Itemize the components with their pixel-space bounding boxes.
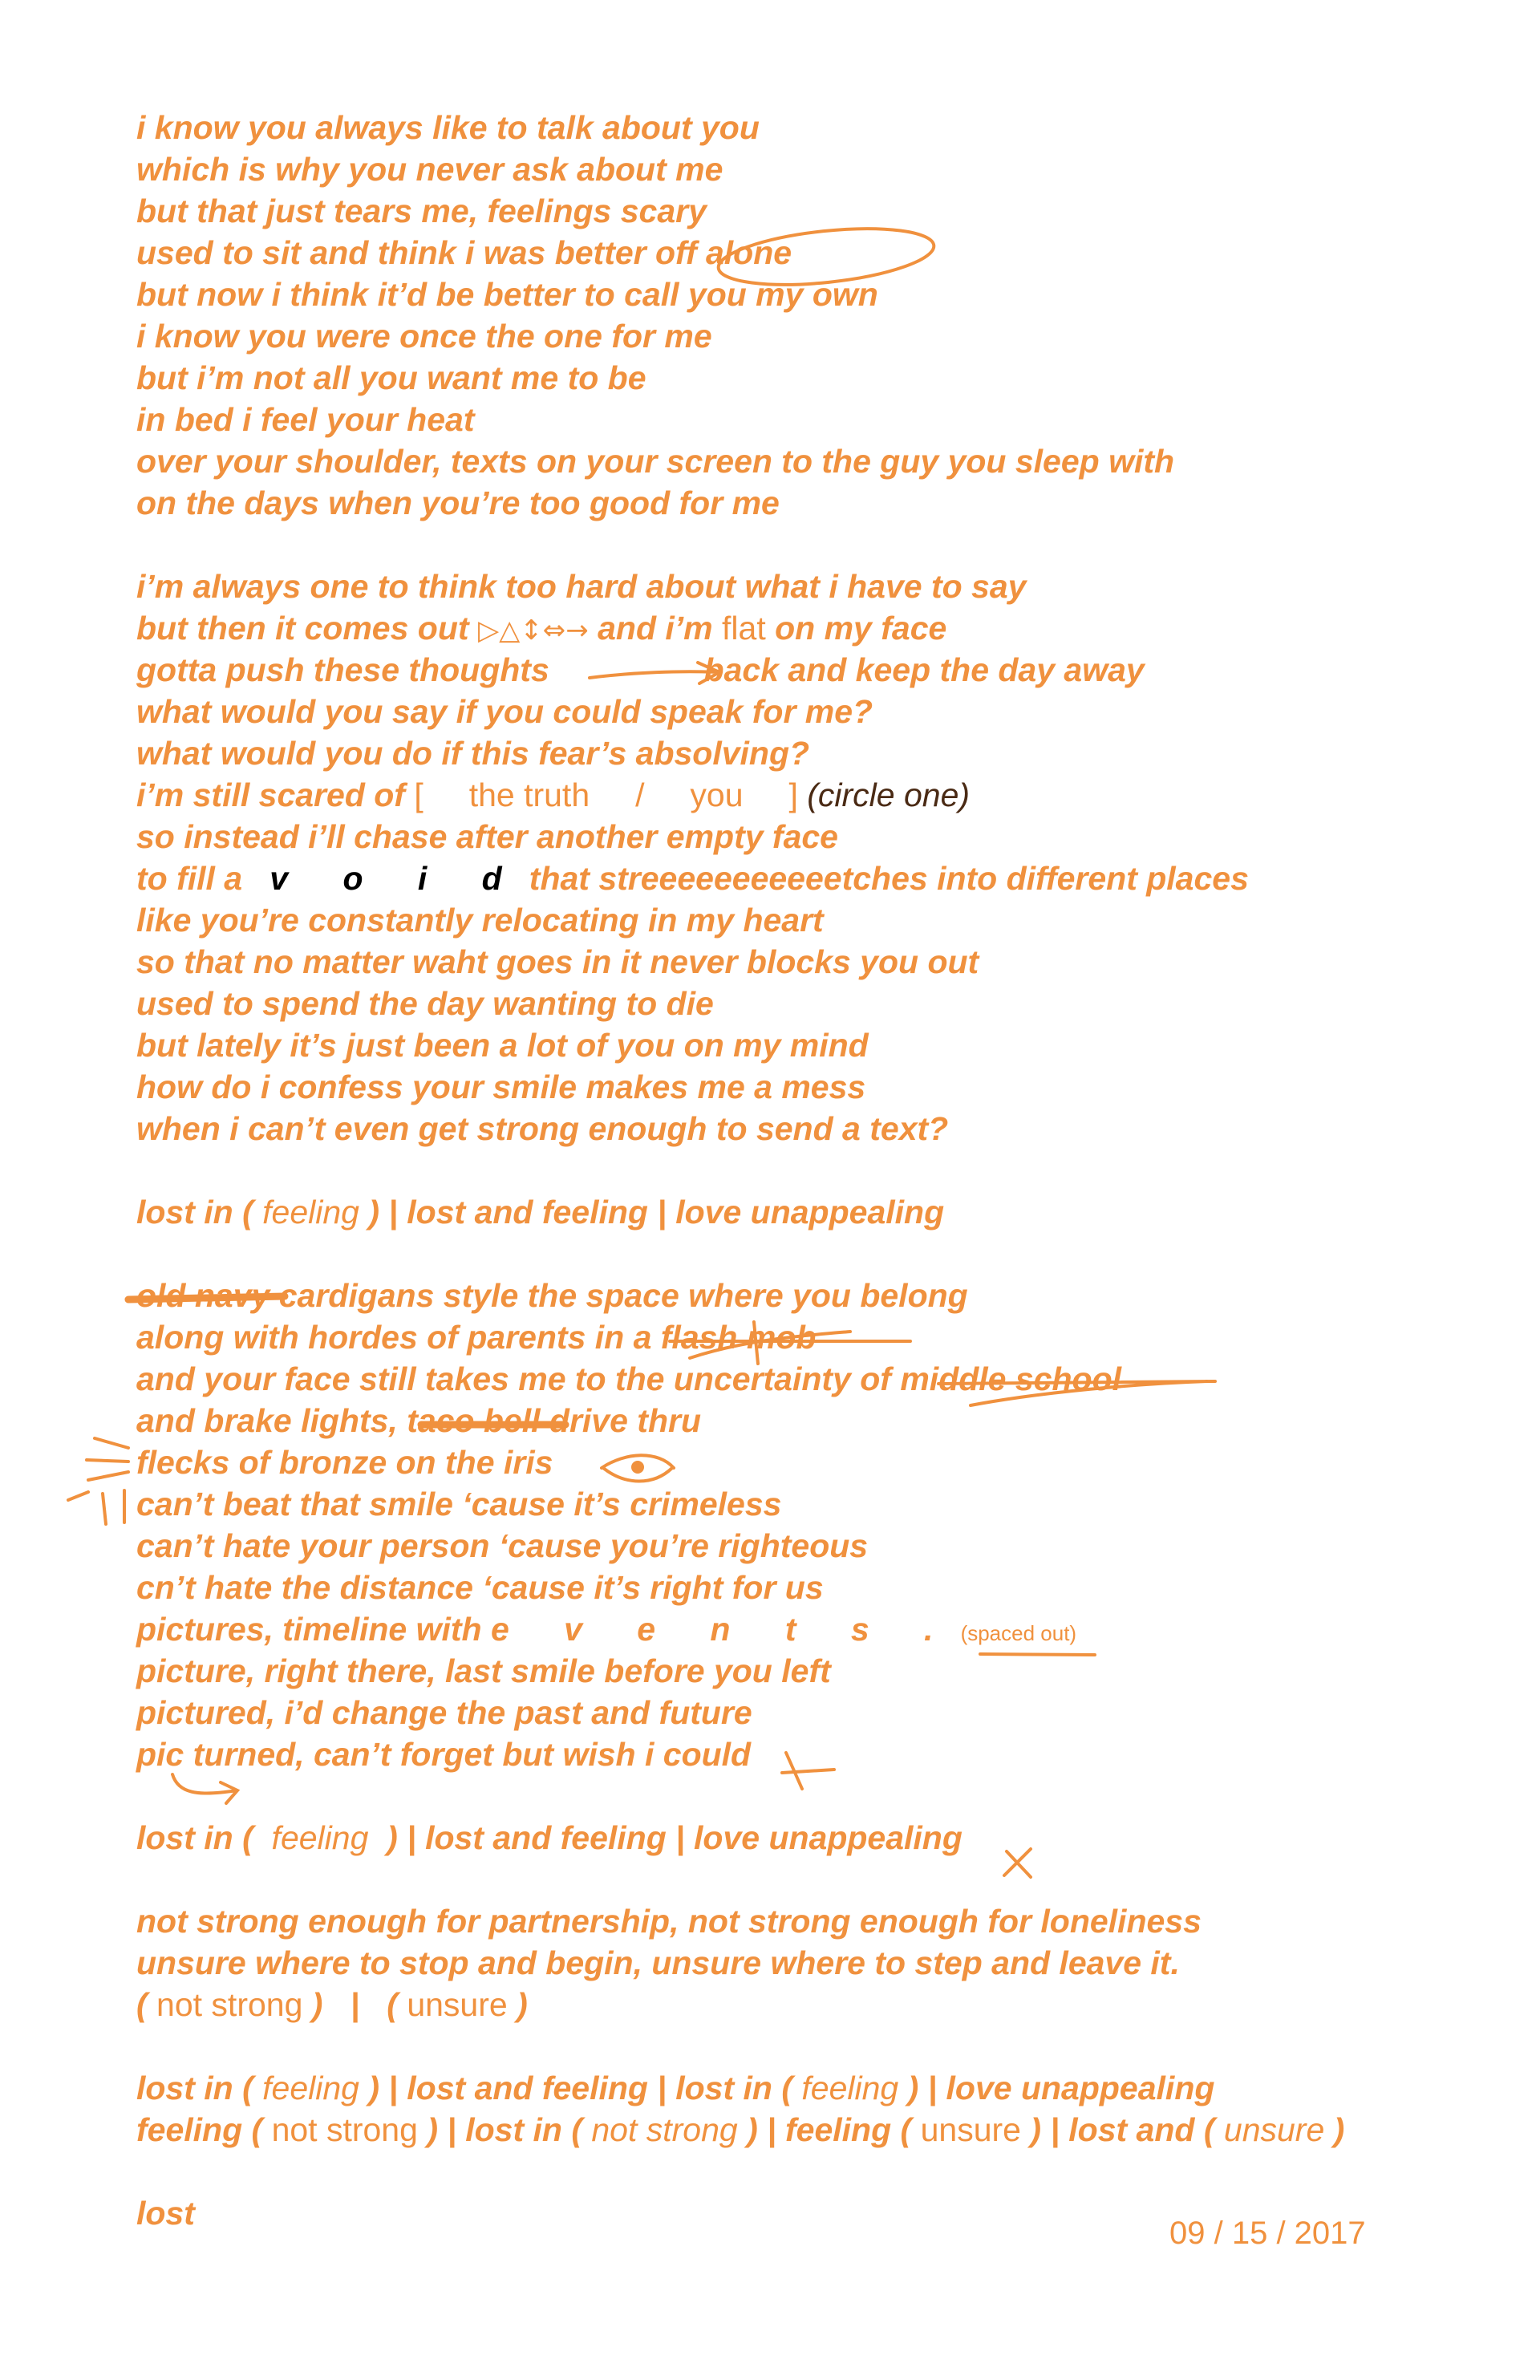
poem-line: flecks of bronze on the iris — [136, 1444, 553, 1481]
line-segment: ) | lost in ( — [417, 2111, 592, 2148]
poem-body — [136, 107, 1500, 2234]
unsure-word: unsure — [1223, 2111, 1325, 2148]
circle-one-note: (circle one) — [797, 776, 971, 813]
line-segment: but then it comes out — [136, 610, 478, 647]
poem-line: pictured, i’d change the past and future — [136, 1694, 752, 1731]
refrain-line — [136, 1191, 1500, 1233]
flat-word: flat — [722, 610, 766, 647]
not-strong-word: not strong — [591, 2111, 738, 2148]
line-segment: pictures, timeline with — [136, 1611, 491, 1648]
poem-line: when i can’t even get strong enough to send a text? — [136, 1110, 949, 1147]
unsure-word: unsure — [920, 2111, 1021, 2148]
poem-line: which is why you never ask about me — [136, 151, 723, 188]
sparkle-lines-icon — [68, 1438, 128, 1524]
poem-line: i know you always like to talk about you — [136, 109, 760, 146]
line-segment: lost in ( — [136, 1819, 272, 1856]
poem-line: in bed i feel your heat — [136, 401, 475, 438]
poem-line: cn’t hate the distance ‘cause it’s right for us — [136, 1569, 824, 1606]
poem-line: used to spend the day wanting to die — [136, 985, 714, 1022]
feeling-word: feeling — [801, 2070, 899, 2106]
line-segment: i’m still scared of — [136, 776, 415, 813]
line-segment: ) — [1324, 2111, 1345, 2148]
line-segment: ) — [507, 1986, 528, 2023]
stanza-gap — [136, 1233, 1500, 1275]
poem-line: but lately it’s just been a lot of you on my mind — [136, 1027, 869, 1064]
line-segment: gotta push these thoughts — [136, 651, 559, 688]
not-strong-word: not strong — [156, 1986, 303, 2023]
poem-line: over your shoulder, texts on your screen to the guy you sleep with — [136, 443, 1175, 480]
poem-date: 09 / 15 / 2017 — [1169, 2216, 1366, 2251]
poem-line: and your face still takes me to the uncertainty of middle school — [136, 1360, 1121, 1397]
stanza-gap — [136, 1775, 1500, 1817]
poem-line: like you’re constantly relocating in my heart — [136, 902, 824, 939]
poem-line: but that just tears me, feelings scary — [136, 193, 707, 229]
void-letters: v o i d — [270, 860, 502, 897]
poem-line: pic turned, can’t forget but wish i could — [136, 1736, 752, 1773]
poem-line: so that no matter waht goes in it never blocks you out — [136, 943, 979, 980]
line-segment: back and keep the day away — [695, 651, 1145, 688]
poem-line: but now i think it’d be better to call you my own — [136, 276, 878, 313]
not-strong-word: not strong — [271, 2111, 418, 2148]
poem-line: not strong enough for partnership, not strong enough for loneliness — [136, 1903, 1202, 1940]
poem-line: and brake lights, taco bell drive thru — [136, 1402, 701, 1439]
poem-line: picture, right there, last smile before you left — [136, 1652, 831, 1689]
stanza-gap — [136, 1859, 1500, 1900]
feeling-word: feeling — [262, 1194, 359, 1231]
poem-line — [136, 858, 1500, 899]
line-segment: ) | feeling ( — [737, 2111, 921, 2148]
poem-line: can’t hate your person ‘cause you’re righteous — [136, 1527, 869, 1564]
finale-line — [136, 2109, 1500, 2151]
stanza-gap — [136, 1149, 1500, 1191]
poem-line: along with hordes of parents in a flash mob — [136, 1319, 817, 1356]
poem-line: on the days when you’re too good for me — [136, 485, 780, 521]
line-segment: that streeeeeeeeeeetches into different places — [501, 860, 1249, 897]
poem-line — [136, 649, 1500, 691]
events-letters: e v e n t s . — [490, 1611, 934, 1648]
poem-line: can’t beat that smile ‘cause it’s crimeless — [136, 1486, 782, 1522]
line-segment: ) | ( — [302, 1986, 407, 2023]
poem-line — [136, 1984, 1500, 2025]
poem-line: so instead i’ll chase after another empty face — [136, 818, 838, 855]
line-segment: and i’m — [588, 610, 723, 647]
spaced-out-note: (spaced out) — [960, 1621, 1077, 1645]
stanza-gap — [136, 2025, 1500, 2067]
refrain-line — [136, 1817, 1500, 1859]
feeling-word: feeling — [262, 2070, 359, 2106]
line-segment: ) | lost and feeling | lost in ( — [359, 2070, 802, 2106]
poem-line — [136, 774, 1500, 816]
poem-line: old navy cardigans style the space where you belong — [136, 1277, 968, 1314]
poem-line: how do i confess your smile makes me a mess — [136, 1068, 866, 1105]
stanza-gap — [136, 2151, 1500, 2192]
line-segment: ) | lost and feeling | love unappealing — [368, 1819, 962, 1856]
poem-line: i’m always one to think too hard about what i have to say — [136, 568, 1027, 605]
choice-bracket: [ the truth / you ] — [414, 776, 798, 813]
line-segment: ( — [136, 1986, 157, 2023]
unsure-word: unsure — [407, 1986, 508, 2023]
line-segment: ) | lost and feeling | love unappealing — [359, 1194, 945, 1231]
stanza-gap — [136, 524, 1500, 566]
poem-line: i know you were once the one for me — [136, 318, 712, 355]
poem-line — [136, 1608, 1500, 1650]
feeling-word: feeling — [271, 1819, 369, 1856]
line-segment: lost in ( — [136, 1194, 263, 1231]
finale-line — [136, 2067, 1500, 2109]
line-segment: to fill a — [136, 860, 270, 897]
poem-line — [136, 607, 1500, 649]
shape-glyphs: ▷△↕⇔→ — [477, 614, 589, 647]
poem-line: but i’m not all you want me to be — [136, 359, 646, 396]
poem-line: used to sit and think i was better off alone — [136, 234, 792, 271]
line-segment: lost in ( — [136, 2070, 263, 2106]
line-segment: ) | love unappealing — [898, 2070, 1215, 2106]
line-segment: feeling ( — [136, 2111, 272, 2148]
poem-line: what would you do if this fear’s absolving? — [136, 735, 810, 772]
last-word: lost — [136, 2195, 195, 2232]
poem-line: what would you say if you could speak for me? — [136, 693, 873, 730]
line-segment: ) | lost and ( — [1020, 2111, 1224, 2148]
poem-line: unsure where to stop and begin, unsure where to step and leave it. — [136, 1944, 1180, 1981]
line-segment: on my face — [765, 610, 947, 647]
